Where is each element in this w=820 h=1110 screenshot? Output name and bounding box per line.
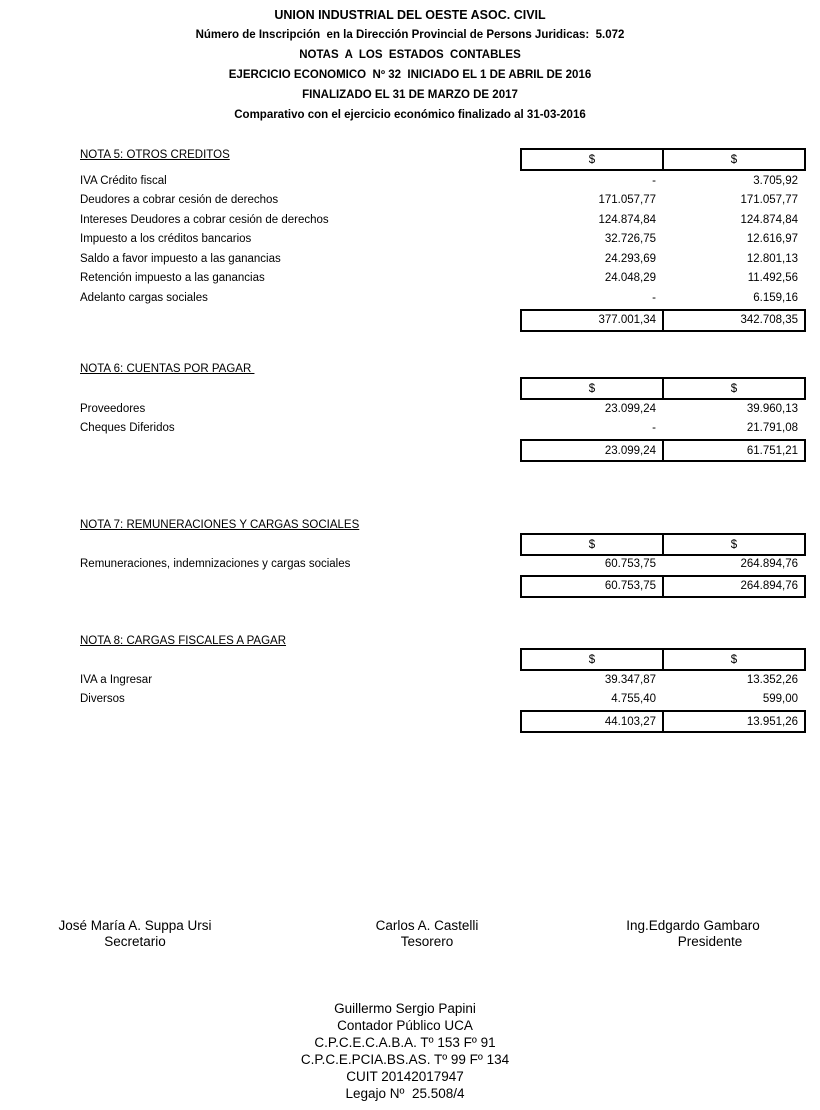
total-current: 377.001,34 xyxy=(522,311,664,330)
section-nota-8 xyxy=(80,634,806,733)
comparative-line: Comparativo con el ejercicio económico finalizado al 31-03-2016 xyxy=(234,109,586,121)
currency-header-col2: $ xyxy=(730,153,738,166)
row-value-prior: 39.960,13 xyxy=(746,402,798,415)
row-value-prior: 124.874,84 xyxy=(740,213,798,226)
accountant-legajo: Legajo Nº 25.508/4 xyxy=(345,1086,465,1101)
row-label: IVA Crédito fiscal xyxy=(80,174,167,187)
section-title: NOTA 6: CUENTAS POR PAGAR xyxy=(80,363,255,375)
row-value-prior: 21.791,08 xyxy=(746,422,798,435)
total-current: 60.753,75 xyxy=(522,577,664,596)
table-row xyxy=(80,230,806,250)
table-row xyxy=(80,554,806,574)
signature-tesorero xyxy=(368,918,486,950)
row-label: IVA a Ingresar xyxy=(80,673,153,686)
total-prior: 61.751,21 xyxy=(746,444,798,457)
table-rows xyxy=(80,670,806,709)
fiscal-year-end-line: FINALIZADO EL 31 DE MARZO DE 2017 xyxy=(302,89,518,101)
total-prior: 342.708,35 xyxy=(740,314,798,326)
row-value-prior: 3.705,92 xyxy=(753,174,798,187)
signer-role: Presidente xyxy=(677,934,743,949)
signer-role: Tesorero xyxy=(400,934,454,949)
signature-secretario xyxy=(47,918,223,950)
currency-header-box xyxy=(520,533,806,556)
row-value-current: 39.347,87 xyxy=(604,673,656,686)
accountant-block xyxy=(230,1000,580,1102)
section-nota-5 xyxy=(80,148,806,332)
signer-name: José María A. Suppa Ursi xyxy=(58,918,212,933)
table-row xyxy=(80,670,806,690)
signer-name: Carlos A. Castelli xyxy=(375,918,479,933)
section-title: NOTA 7: REMUNERACIONES Y CARGAS SOCIALES xyxy=(80,519,360,531)
section-nota-7 xyxy=(80,518,806,598)
table-rows xyxy=(80,171,806,308)
currency-header-col1: $ xyxy=(522,379,664,398)
table-row xyxy=(80,399,806,419)
row-value-current: 171.057,77 xyxy=(598,194,656,207)
row-value-prior: 13.352,26 xyxy=(746,673,798,686)
row-value-current: - xyxy=(652,291,656,304)
row-label: Remuneraciones, indemnizaciones y cargas sociales xyxy=(80,557,351,570)
total-box xyxy=(520,710,806,733)
accountant-name: Guillermo Sergio Papini xyxy=(334,1001,476,1016)
row-value-prior: 171.057,77 xyxy=(740,194,798,207)
accountant-registry-bsas: C.P.C.E.PCIA.BS.AS. Tº 99 Fº 134 xyxy=(300,1052,510,1067)
table-row xyxy=(80,419,806,439)
row-value-current: 32.726,75 xyxy=(604,233,656,246)
row-value-current: 4.755,40 xyxy=(611,693,656,706)
doc-title: NOTAS A LOS ESTADOS CONTABLES xyxy=(299,49,521,61)
document-header xyxy=(0,5,820,125)
currency-header-col2: $ xyxy=(730,653,738,666)
org-name: UNION INDUSTRIAL DEL OESTE ASOC. CIVIL xyxy=(274,8,546,22)
row-label: Retención impuesto a las ganancias xyxy=(80,272,265,285)
row-value-current: 24.048,29 xyxy=(604,272,656,285)
currency-header-col1: $ xyxy=(522,535,664,554)
total-prior: 264.894,76 xyxy=(740,580,798,592)
row-label: Adelanto cargas sociales xyxy=(80,291,208,304)
table-row xyxy=(80,249,806,269)
row-value-prior: 12.801,13 xyxy=(746,252,798,265)
row-label: Saldo a favor impuesto a las ganancias xyxy=(80,252,281,265)
table-row xyxy=(80,191,806,211)
table-row xyxy=(80,210,806,230)
row-label: Diversos xyxy=(80,693,125,706)
currency-header-col1: $ xyxy=(522,150,664,169)
row-value-current: - xyxy=(652,422,656,435)
row-value-current: 124.874,84 xyxy=(598,213,656,226)
signature-presidente xyxy=(618,918,768,950)
row-label: Impuesto a los créditos bancarios xyxy=(80,233,252,246)
table-row xyxy=(80,269,806,289)
total-box xyxy=(520,439,806,462)
row-value-current: 60.753,75 xyxy=(604,557,656,570)
currency-header-box xyxy=(520,377,806,400)
table-row xyxy=(80,171,806,191)
currency-header-box xyxy=(520,148,806,171)
row-value-prior: 599,00 xyxy=(762,693,798,706)
section-title: NOTA 5: OTROS CREDITOS xyxy=(80,149,230,161)
row-value-prior: 6.159,16 xyxy=(753,291,798,304)
section-nota-6 xyxy=(80,362,806,462)
table-row xyxy=(80,690,806,710)
total-box xyxy=(520,309,806,332)
row-label: Cheques Diferidos xyxy=(80,422,175,435)
table-rows xyxy=(80,399,806,438)
fiscal-year-line: EJERCICIO ECONOMICO Nº 32 INICIADO EL 1 DE ABRIL DE 2016 xyxy=(228,69,592,81)
total-prior: 13.951,26 xyxy=(746,715,798,728)
table-row xyxy=(80,288,806,308)
row-label: Intereses Deudores a cobrar cesión de derechos xyxy=(80,213,329,226)
accountant-title: Contador Público UCA xyxy=(337,1018,473,1033)
row-label: Deudores a cobrar cesión de derechos xyxy=(80,194,279,207)
currency-header-box xyxy=(520,648,806,671)
table-rows xyxy=(80,554,806,574)
accountant-cuit: CUIT 20142017947 xyxy=(346,1069,464,1084)
row-label: Proveedores xyxy=(80,402,146,415)
signer-role: Secretario xyxy=(104,934,166,949)
row-value-prior: 11.492,56 xyxy=(747,272,798,285)
currency-header-col1: $ xyxy=(522,650,664,669)
row-value-current: - xyxy=(652,174,656,187)
accountant-registry-caba: C.P.C.E.C.A.B.A. Tº 153 Fº 91 xyxy=(314,1035,496,1050)
row-value-prior: 264.894,76 xyxy=(740,557,798,570)
row-value-prior: 12.616,97 xyxy=(746,233,798,246)
total-current: 44.103,27 xyxy=(522,712,664,731)
currency-header-col2: $ xyxy=(730,382,738,395)
signer-name: Ing.Edgardo Gambaro xyxy=(626,918,760,933)
registration-line: Número de Inscripción en la Dirección Provincial de Persons Juridicas: 5.072 xyxy=(195,29,625,41)
section-title: NOTA 8: CARGAS FISCALES A PAGAR xyxy=(80,635,287,647)
currency-header-col2: $ xyxy=(730,538,738,551)
row-value-current: 23.099,24 xyxy=(604,402,656,415)
total-box xyxy=(520,575,806,598)
row-value-current: 24.293,69 xyxy=(604,252,656,265)
total-current: 23.099,24 xyxy=(522,441,664,460)
